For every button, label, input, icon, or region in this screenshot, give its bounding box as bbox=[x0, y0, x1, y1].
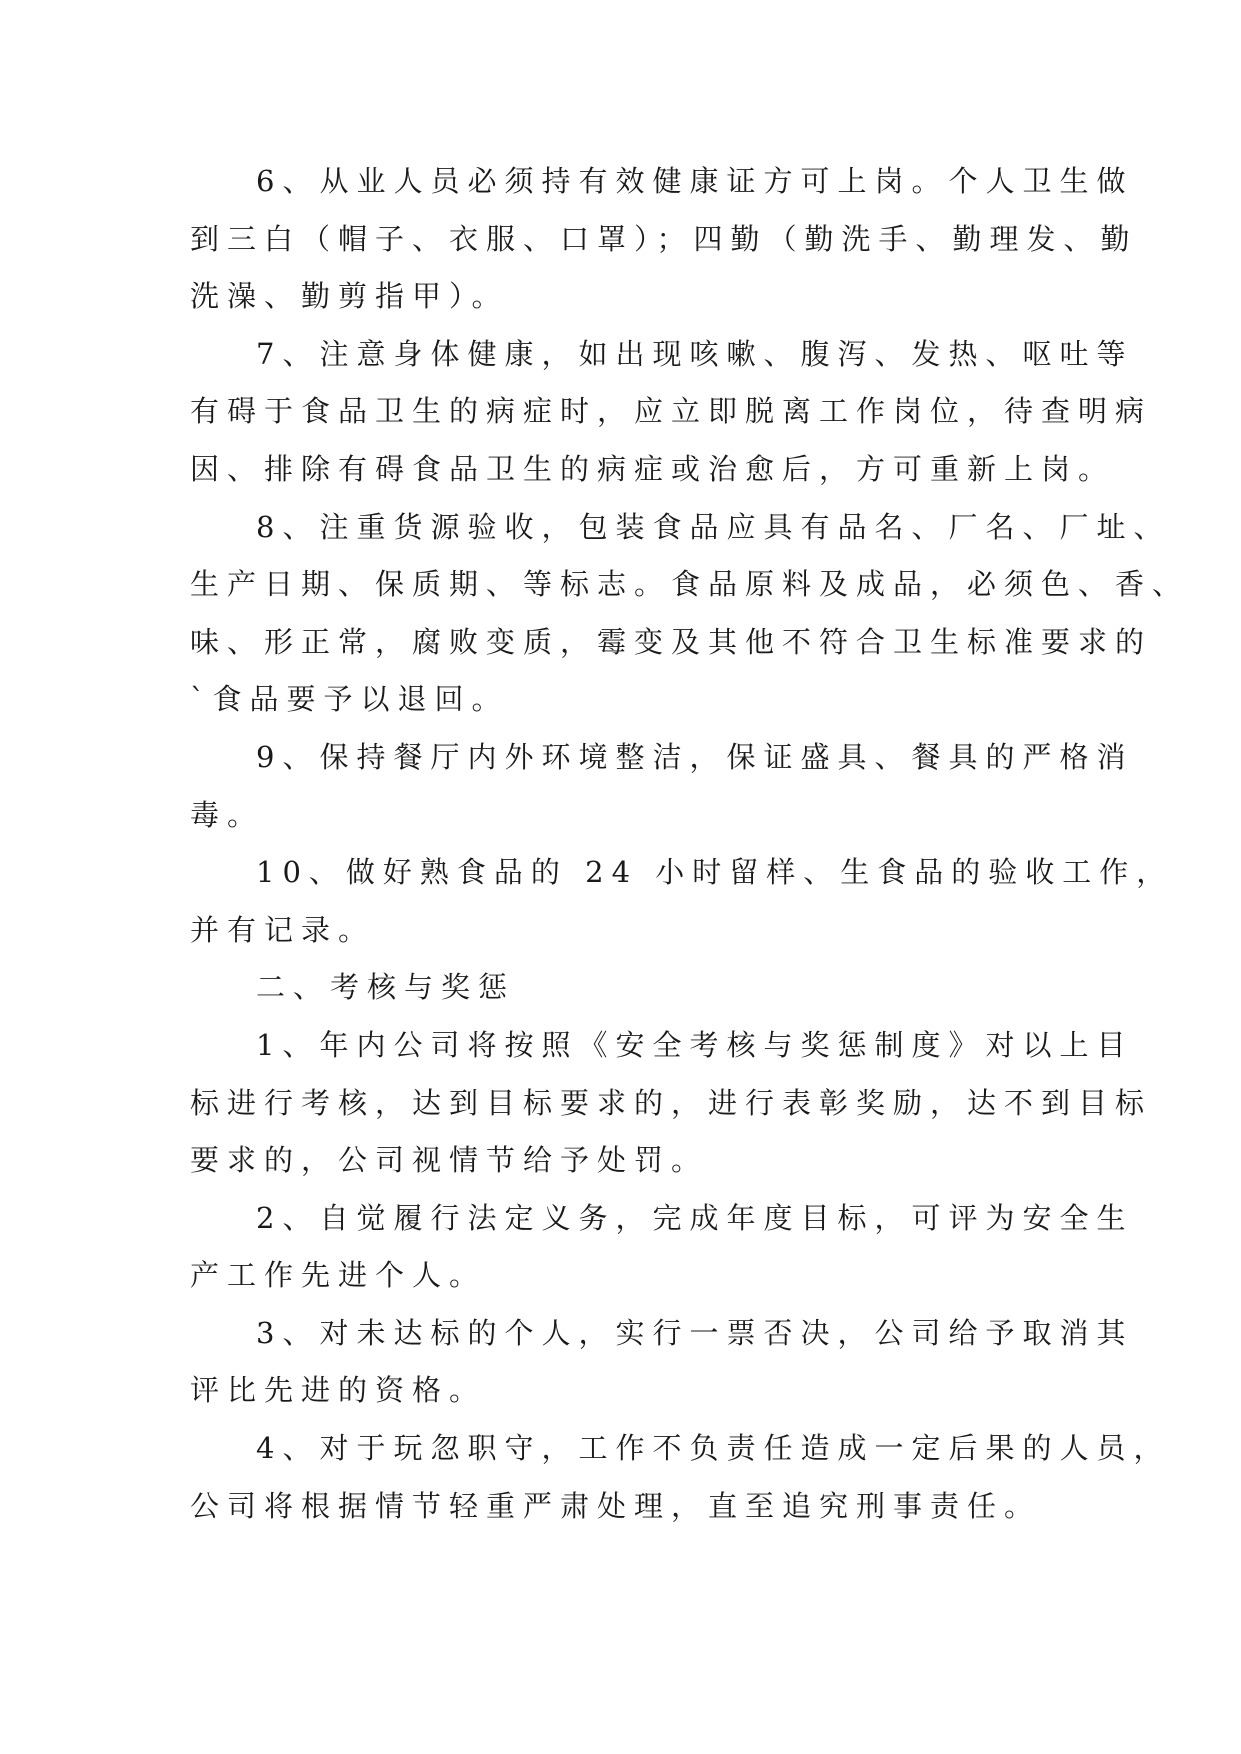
text-line: 洗澡、勤剪指甲）。 bbox=[190, 279, 509, 314]
text-line: 8、注重货源验收，包装食品应具有品名、厂名、厂址、 bbox=[256, 509, 1171, 544]
text-line: 产工作先进个人。 bbox=[190, 1258, 487, 1293]
text-line: 标进行考核，达到目标要求的，进行表彰奖励，达不到目标 bbox=[190, 1085, 1153, 1120]
text-line: 因、排除有碍食品卫生的病症或治愈后，方可重新上岗。 bbox=[190, 451, 1116, 486]
text-line: 6、从业人员必须持有效健康证方可上岗。个人卫生做 bbox=[256, 164, 1134, 198]
section-heading: 二、考核与奖惩 bbox=[256, 970, 516, 1005]
text-line: 1、年内公司将按照《安全考核与奖惩制度》对以上目 bbox=[256, 1027, 1134, 1062]
text-line: 2、自觉履行法定义务，完成年度目标，可评为安全生 bbox=[256, 1200, 1134, 1235]
text-line: 毒。 bbox=[190, 797, 265, 832]
text-line: `食品要予以退回。 bbox=[190, 682, 509, 717]
text-line: 到三白（帽子、衣服、口罩）；四勤（勤洗手、勤理发、勤 bbox=[190, 221, 1138, 256]
text-line: 4、对于玩忽职守，工作不负责任造成一定后果的人员， bbox=[256, 1431, 1171, 1466]
text-line: 3、对未达标的个人，实行一票否决，公司给予取消其 bbox=[256, 1315, 1134, 1350]
text-line: 生产日期、保质期、等标志。食品原料及成品，必须色、香、 bbox=[190, 567, 1190, 602]
text-line: 要求的，公司视情节给予处罚。 bbox=[190, 1143, 709, 1178]
text-line: 公司将根据情节轻重严肃处理，直至追究刑事责任。 bbox=[190, 1488, 1042, 1523]
text-line: 9、保持餐厅内外环境整洁，保证盛具、餐具的严格消 bbox=[256, 739, 1134, 774]
text-line: 评比先进的资格。 bbox=[190, 1373, 487, 1408]
text-line: 有碍于食品卫生的病症时，应立即脱离工作岗位，待查明病 bbox=[190, 394, 1153, 429]
text-line: 7、注意身体健康，如出现咳嗽、腹泻、发热、呕吐等 bbox=[256, 336, 1134, 371]
text-line: 味、形正常，腐败变质，霉变及其他不符合卫生标准要求的 bbox=[190, 624, 1153, 659]
text-line: 并有记录。 bbox=[190, 912, 376, 947]
document-body bbox=[190, 153, 1190, 1535]
text-line: 10、做好熟食品的 24 小时留样、生食品的验收工作， bbox=[256, 855, 1174, 890]
